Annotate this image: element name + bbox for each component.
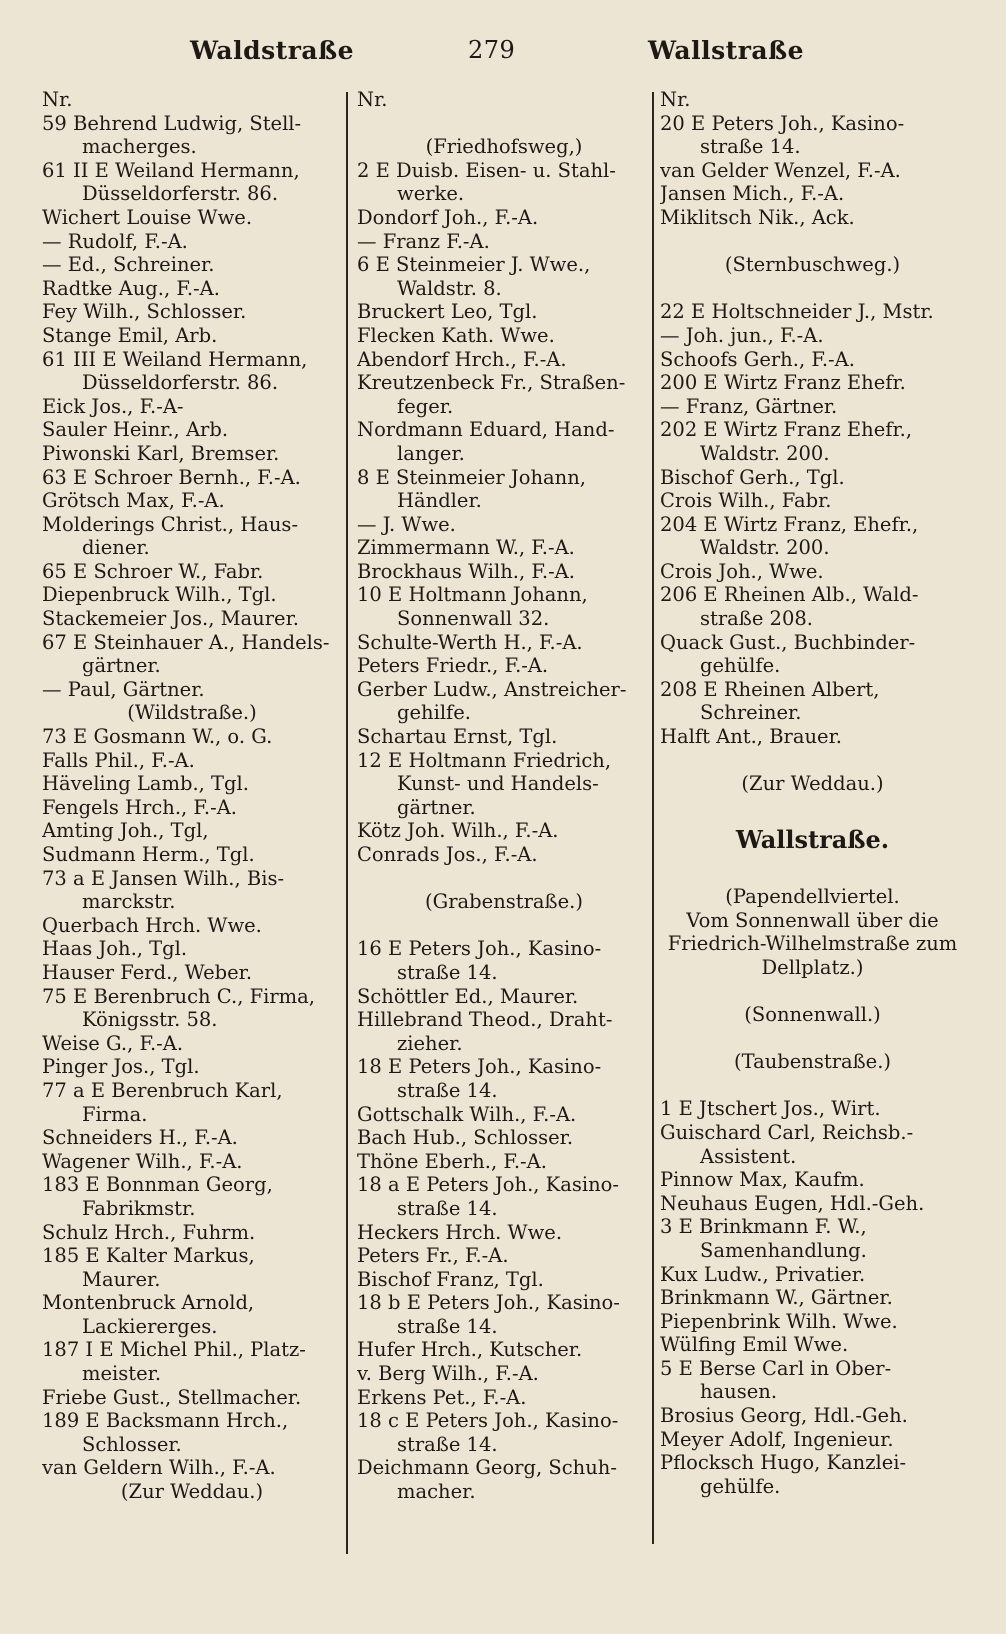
directory-line: Bischof Franz, Tgl. — [357, 1267, 544, 1291]
directory-line: gärtner. — [82, 654, 161, 678]
directory-line — [660, 230, 965, 254]
directory-line: Sudmann Herm., Tgl. — [42, 843, 255, 866]
section-label: (Friedhofsweg,) — [425, 135, 583, 159]
directory-line — [660, 1027, 965, 1051]
directory-line: Amting Joh., Tgl, — [42, 819, 209, 843]
column-divider — [652, 92, 654, 1544]
directory-line: Kux Ludw., Privatier. — [660, 1262, 866, 1286]
directory-line: Miklitsch Nik., Ack. — [660, 205, 855, 229]
directory-line: 73 E Gosmann W., o. G. — [42, 725, 273, 749]
directory-line: Hauser Ferd., Weber. — [42, 960, 253, 984]
directory-line: Falls Phil., F.-A. — [42, 748, 195, 772]
directory-line: 18 c E Peters Joh., Kasino- — [357, 1409, 619, 1433]
directory-line: Abendorf Hrch., F.-A. — [357, 347, 567, 371]
directory-line: straße 14. — [397, 1196, 498, 1220]
directory-line: 18 E Peters Joh., Kasino- — [357, 1055, 602, 1079]
directory-line: Nordmann Eduard, Hand- — [357, 418, 615, 442]
directory-line: Brinkmann W., Gärtner. — [660, 1286, 893, 1310]
directory-line: — Franz, Gärtner. — [660, 394, 838, 418]
street-heading: Wallstraße. — [735, 825, 890, 855]
directory-line: Sonnenwall 32. — [397, 607, 550, 631]
directory-line: Fengels Hrch., F.-A. — [42, 795, 237, 819]
directory-line: 20 E Peters Joh., Kasino- — [660, 111, 905, 135]
directory-line: Wagener Wilh., F.-A. — [42, 1149, 243, 1173]
section-label: Friedrich-Wilhelmstraße zum — [667, 932, 958, 956]
directory-line: Schöttler Ed., Maurer. — [357, 984, 579, 1008]
directory-line: macher. — [397, 1480, 476, 1504]
directory-line: Firma. — [82, 1102, 148, 1126]
directory-line: Schlosser. — [82, 1432, 182, 1456]
directory-line: Flecken Kath. Wwe. — [357, 323, 555, 347]
directory-line: gärtner. — [397, 795, 476, 819]
directory-line: Düsseldorferstr. 86. — [82, 182, 279, 206]
directory-line: Schulte-Werth H., F.-A. — [357, 630, 583, 654]
header-right-street: Wallstraße — [648, 36, 804, 65]
directory-line: 77 a E Berenbruch Karl, — [42, 1078, 283, 1102]
directory-line — [357, 112, 651, 136]
directory-line: Nr. — [357, 88, 388, 111]
directory-line: 183 E Bonnman Georg, — [42, 1173, 273, 1197]
directory-line: Dondorf Joh., F.-A. — [357, 205, 539, 229]
directory-line: Stange Emil, Arb. — [42, 323, 218, 347]
directory-line: straße 14. — [397, 960, 498, 984]
page-number: 279 — [468, 36, 516, 64]
directory-line: Schneiders H., F.-A. — [42, 1126, 238, 1150]
directory-line: 3 E Brinkmann F. W., — [660, 1215, 867, 1239]
directory-line — [660, 861, 965, 885]
directory-line: — Rudolf, F.-A. — [42, 229, 188, 253]
directory-line: straße 14. — [397, 1314, 498, 1338]
directory-line: 1 E Jtschert Jos., Wirt. — [660, 1097, 881, 1121]
section-label: (Zur Weddau.) — [120, 1480, 264, 1504]
directory-line: Schulz Hrch., Fuhrm. — [42, 1220, 256, 1244]
directory-line: — Paul, Gärtner. — [42, 677, 205, 701]
directory-line: Crois Joh., Wwe. — [660, 559, 824, 583]
directory-line: langer. — [397, 441, 465, 465]
directory-line: 204 E Wirtz Franz, Ehefr., — [660, 512, 919, 536]
directory-line: Wichert Louise Wwe. — [42, 205, 253, 229]
directory-line: Gottschalk Wilh., F.-A. — [357, 1102, 577, 1126]
directory-line: Guischard Carl, Reichsb.- — [660, 1120, 914, 1144]
directory-line: Nr. — [660, 88, 691, 111]
directory-line: Quack Gust., Buchbinder- — [660, 630, 916, 654]
directory-line: 18 b E Peters Joh., Kasino- — [357, 1291, 620, 1315]
directory-line: Haas Joh., Tgl. — [42, 937, 188, 961]
directory-line: 67 E Steinhauer A., Handels- — [42, 630, 330, 654]
directory-line: 5 E Berse Carl in Ober- — [660, 1356, 892, 1380]
directory-line: Fey Wilh., Schlosser. — [42, 300, 247, 324]
directory-line: 200 E Wirtz Franz Ehefr. — [660, 371, 906, 395]
directory-line: 18 a E Peters Joh., Kasino- — [357, 1173, 619, 1197]
directory-line: Maurer. — [82, 1267, 161, 1291]
directory-line: — J. Wwe. — [357, 512, 456, 536]
directory-line: Schreiner. — [700, 701, 802, 725]
directory-line: Meyer Adolf, Ingenieur. — [660, 1427, 894, 1451]
section-label: (Sternbuschweg.) — [724, 253, 901, 277]
directory-line: — Joh. jun., F.-A. — [660, 323, 824, 347]
directory-line: 61 II E Weiland Hermann, — [42, 158, 300, 182]
directory-line: Schartau Ernst, Tgl. — [357, 725, 558, 749]
section-label: (Zur Weddau.) — [741, 772, 884, 796]
directory-line: werke. — [397, 182, 465, 206]
directory-line: meister. — [82, 1362, 162, 1386]
directory-line: Pflocksch Hugo, Kanzlei- — [660, 1451, 907, 1475]
directory-line: diener. — [82, 536, 150, 560]
directory-line: Düsseldorferstr. 86. — [82, 371, 279, 395]
directory-line: Querbach Hrch. Wwe. — [42, 913, 262, 937]
directory-line: 59 Behrend Ludwig, Stell- — [42, 111, 302, 135]
directory-line: Häveling Lamb., Tgl. — [42, 772, 249, 796]
directory-line: Kötz Joh. Wilh., F.-A. — [357, 819, 559, 843]
column-middle — [357, 88, 651, 1504]
directory-line: — Ed., Schreiner. — [42, 253, 215, 277]
directory-line — [660, 979, 965, 1003]
directory-line: Kunst- und Handels- — [397, 772, 599, 796]
directory-line: Waldstr. 200. — [700, 536, 830, 560]
directory-line — [660, 1074, 965, 1098]
directory-line — [660, 749, 965, 773]
directory-line: Nr. — [42, 88, 73, 111]
directory-line: feger. — [397, 394, 454, 418]
directory-line: Händler. — [397, 489, 482, 513]
directory-line: 12 E Holtmann Friedrich, — [357, 748, 612, 772]
directory-line: Peters Fr., F.-A. — [357, 1244, 509, 1268]
header-left-street: Waldstraße — [190, 36, 354, 65]
section-label: (Wildstraße.) — [127, 701, 257, 725]
directory-line: Brockhaus Wilh., F.-A. — [357, 559, 575, 583]
directory-line: Stackemeier Jos., Maurer. — [42, 607, 299, 631]
directory-line: Zimmermann W., F.-A. — [357, 536, 575, 560]
directory-line — [357, 867, 651, 891]
directory-line: van Gelder Wenzel, F.-A. — [660, 158, 901, 182]
directory-line: 73 a E Jansen Wilh., Bis- — [42, 866, 285, 890]
directory-line: Jansen Mich., F.-A. — [660, 182, 845, 206]
directory-line: gehülfe. — [700, 654, 781, 678]
directory-line: 189 E Backsmann Hrch., — [42, 1409, 289, 1433]
directory-line: Molderings Christ., Haus- — [42, 512, 299, 536]
directory-line: 61 III E Weiland Hermann, — [42, 347, 308, 371]
directory-line: Samenhandlung. — [700, 1238, 867, 1262]
directory-line: 75 E Berenbruch C., Firma, — [42, 984, 315, 1008]
directory-line: gehülfe. — [700, 1474, 781, 1498]
directory-line: Brosius Georg, Hdl.-Geh. — [660, 1404, 908, 1428]
section-label: Vom Sonnenwall über die — [686, 908, 939, 932]
directory-line: Peters Friedr., F.-A. — [357, 654, 549, 678]
directory-line: Friebe Gust., Stellmacher. — [42, 1385, 302, 1409]
directory-line: Gerber Ludw., Anstreicher- — [357, 677, 627, 701]
directory-line: marckstr. — [82, 890, 176, 914]
directory-line: Grötsch Max, F.-A. — [42, 489, 225, 513]
section-label: (Taubenstraße.) — [733, 1050, 892, 1074]
directory-line: zieher. — [397, 1031, 463, 1055]
directory-line — [357, 914, 651, 938]
column-divider — [346, 92, 348, 1554]
directory-line: 63 E Schroer Bernh., F.-A. — [42, 465, 301, 489]
directory-line: Halft Ant., Brauer. — [660, 725, 842, 749]
directory-line: Bischof Gerh., Tgl. — [660, 465, 845, 489]
directory-line: macherges. — [82, 135, 197, 159]
directory-line: Conrads Jos., F.-A. — [357, 843, 538, 866]
directory-line: Piepenbrink Wilh. Wwe. — [660, 1309, 898, 1333]
directory-line: straße 14. — [700, 135, 801, 159]
directory-line: 2 E Duisb. Eisen- u. Stahl- — [357, 158, 616, 182]
section-label: (Papendellviertel. — [725, 885, 900, 908]
directory-line: Radtke Aug., F.-A. — [42, 276, 220, 300]
directory-line: — Franz F.-A. — [357, 229, 490, 253]
directory-line: Erkens Pet., F.-A. — [357, 1385, 527, 1409]
directory-line: Neuhaus Eugen, Hdl.-Geh. — [660, 1191, 925, 1215]
directory-line: Diepenbruck Wilh., Tgl. — [42, 583, 277, 607]
directory-line: Pinnow Max, Kaufm. — [660, 1168, 865, 1192]
directory-line: Bruckert Leo, Tgl. — [357, 300, 538, 324]
directory-line: Lackiererges. — [82, 1314, 218, 1338]
section-label: (Grabenstraße.) — [425, 890, 583, 914]
directory-line: Waldstr. 200. — [700, 441, 830, 465]
directory-line: Sauler Heinr., Arb. — [42, 418, 229, 442]
directory-line: Heckers Hrch. Wwe. — [357, 1220, 563, 1244]
directory-line: Deichmann Georg, Schuh- — [357, 1456, 617, 1480]
directory-line: Pinger Jos., Tgl. — [42, 1055, 200, 1079]
directory-line: 16 E Peters Joh., Kasino- — [357, 937, 602, 961]
directory-line: straße 14. — [397, 1432, 498, 1456]
directory-line: van Geldern Wilh., F.-A. — [42, 1456, 276, 1480]
directory-line: Königsstr. 58. — [82, 1008, 218, 1032]
directory-line: hausen. — [700, 1380, 778, 1404]
directory-line: 206 E Rheinen Alb., Wald- — [660, 583, 919, 607]
directory-line: 208 E Rheinen Albert, — [660, 677, 880, 701]
directory-line: Montenbruck Arnold, — [42, 1291, 255, 1315]
directory-line: Thöne Eberh., F.-A. — [357, 1149, 547, 1173]
section-label: Dellplatz.) — [761, 955, 864, 979]
directory-line: Bach Hub., Schlosser. — [357, 1126, 574, 1150]
directory-line: Weise G., F.-A. — [42, 1031, 184, 1055]
directory-line: 6 E Steinmeier J. Wwe., — [357, 253, 591, 277]
directory-line: Hufer Hrch., Kutscher. — [357, 1338, 583, 1362]
directory-line: Wülfing Emil Wwe. — [660, 1333, 849, 1357]
directory-line: Kreutzenbeck Fr., Straßen- — [357, 371, 626, 395]
directory-line: 65 E Schroer W., Fabr. — [42, 559, 264, 583]
directory-line: 10 E Holtmann Johann, — [357, 583, 588, 607]
directory-line: Assistent. — [700, 1144, 797, 1168]
directory-line: Schoofs Gerh., F.-A. — [660, 347, 855, 371]
directory-line: 185 E Kalter Markus, — [42, 1244, 255, 1268]
directory-line: 8 E Steinmeier Johann, — [357, 465, 586, 489]
directory-line: Crois Wilh., Fabr. — [660, 489, 832, 513]
column-right — [660, 88, 965, 1498]
directory-line: Waldstr. 8. — [397, 276, 502, 300]
directory-line: 187 I E Michel Phil., Platz- — [42, 1338, 306, 1362]
directory-line: straße 208. — [700, 607, 813, 631]
directory-line: v. Berg Wilh., F.-A. — [357, 1362, 539, 1386]
directory-line: 22 E Holtschneider J., Mstr. — [660, 300, 934, 324]
directory-line: Hillebrand Theod., Draht- — [357, 1008, 613, 1032]
directory-line: Fabrikmstr. — [82, 1196, 196, 1220]
directory-line: gehilfe. — [397, 701, 472, 725]
directory-line: 202 E Wirtz Franz Ehefr., — [660, 418, 913, 442]
column-left — [42, 88, 342, 1504]
directory-line — [660, 796, 965, 820]
directory-line: straße 14. — [397, 1078, 498, 1102]
directory-line: Piwonski Karl, Bremser. — [42, 441, 280, 465]
directory-line — [660, 277, 965, 301]
directory-line: Eick Jos., F.-A- — [42, 394, 184, 418]
section-label: (Sonnenwall.) — [744, 1002, 881, 1026]
